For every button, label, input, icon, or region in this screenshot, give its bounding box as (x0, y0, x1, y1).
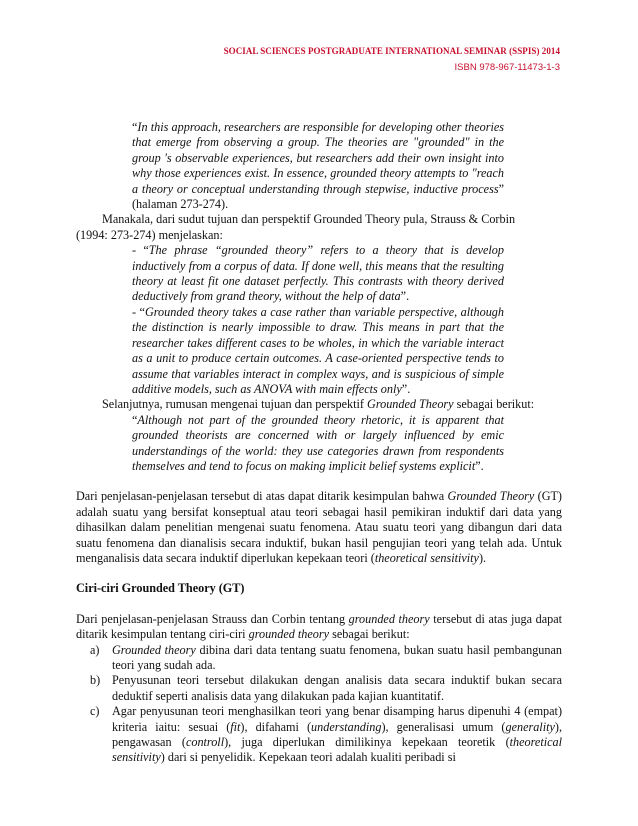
header-seminar-title: SOCIAL SCIENCES POSTGRADUATE INTERNATIONAL SEMINAR (SSPIS) 2014 (223, 46, 560, 56)
paragraph-ciri-intro: Dari penjelasan-penjelasan Strauss dan Corbin tentang grounded theory tersebut di atas juga dapat ditarik kesimpulan tentang ciri-ciri grounded theory sebagai berikut: (76, 611, 563, 642)
document-body (76, 117, 562, 766)
list-item-c: c) Agar penyusunan teori menghasilkan teori yang benar disamping harus dipenuhi 4 (empat) kriteria iaitu: sesuai (fit), difahami (understanding), generalisasi umum (generality), pengawasan (controll), juga diperlukan dimilikinya kepekaan teoretik (theoretical sensitivity) dari si penyelidik. Kepekaan teori adalah kualiti peribadi si (90, 704, 562, 765)
list-item-a: a) Grounded theory dibina dari data tentang suatu fenomena, bukan suatu hasil pembangunan teori yang sudah ada. (90, 642, 562, 672)
list-marker: c) (90, 704, 100, 719)
quote-phrase-grounded-theory: - “The phrase “grounded theory” refers to a theory that is develop inductively from a corpus of data. If done well, this means that the resulting theory at least fit one dataset perfectly. This contrasts with theory derived deductively from grand theory, without the help of data”. (132, 243, 504, 304)
paragraph-manakala: Manakala, dari sudut tujuan dan perspektif Grounded Theory pula, Strauss & Corbin (1994: 273-274) menjelaskan: (76, 212, 516, 242)
quote-emic-understandings: “Although not part of the grounded theory rhetoric, it is apparent that grounded theorists are concerned with or largely influenced by emic understandings of the world: they use categories drawn from respondents themselves and tend to focus on making implicit belief systems explicit”. (132, 412, 504, 473)
list-item-b: b) Penyusunan teori tersebut dilakukan dengan analisis data secara induktif bukan secara deduktif seperti analisis data yang dilakukan pada kajian kuantitatif. (90, 673, 562, 703)
list-marker: b) (90, 673, 101, 688)
list-marker: a) (90, 642, 100, 657)
paragraph-conclusion: Dari penjelasan-penjelasan tersebut di atas dapat ditarik kesimpulan bahwa Grounded Theory (GT) adalah suatu yang bersifat konseptual atau teori sebagai hasil pemikiran induktif dari data yang dihasilkan dalam penelitian mengenai suatu fenomena. Atau suatu teori yang dibangun dari data suatu fenomena dan dianalisis secara induktif, bukan hasil pengujian teori yang telah ada. Untuk menganalisis data secara induktif diperlukan kepekaan teori (theoretical sensitivity). (76, 489, 562, 565)
characteristics-list (76, 643, 562, 766)
quote-case-perspective: - “Grounded theory takes a case rather than variable perspective, although the distinction is nearly impossible to draw. This means in part that the researcher takes different cases to be wholes, in which the variable interact as a unit to produce certain outcomes. A case-oriented perspective tends to assume that variables interact in complex ways, and is suspicious of simple additive models, such as ANOVA with main effects only”. (132, 304, 504, 396)
paragraph-selanjutnya: Selanjutnya, rumusan mengenai tujuan dan perspektif Grounded Theory sebagai berikut: (102, 397, 535, 412)
section-heading: Ciri-ciri Grounded Theory (GT) (76, 581, 245, 596)
quote-approach: “In this approach, researchers are responsible for developing other theories that emerge from observing a group. The theories are "grounded" in the group 's observable experiences, but researchers add their own insight into why those experiences exist. In essence, grounded theory attempts to "reach a theory or conceptual understanding through stepwise, inductive process” (halaman 273-274). (132, 120, 504, 212)
header-isbn: ISBN 978-967-11473-1-3 (454, 62, 560, 73)
